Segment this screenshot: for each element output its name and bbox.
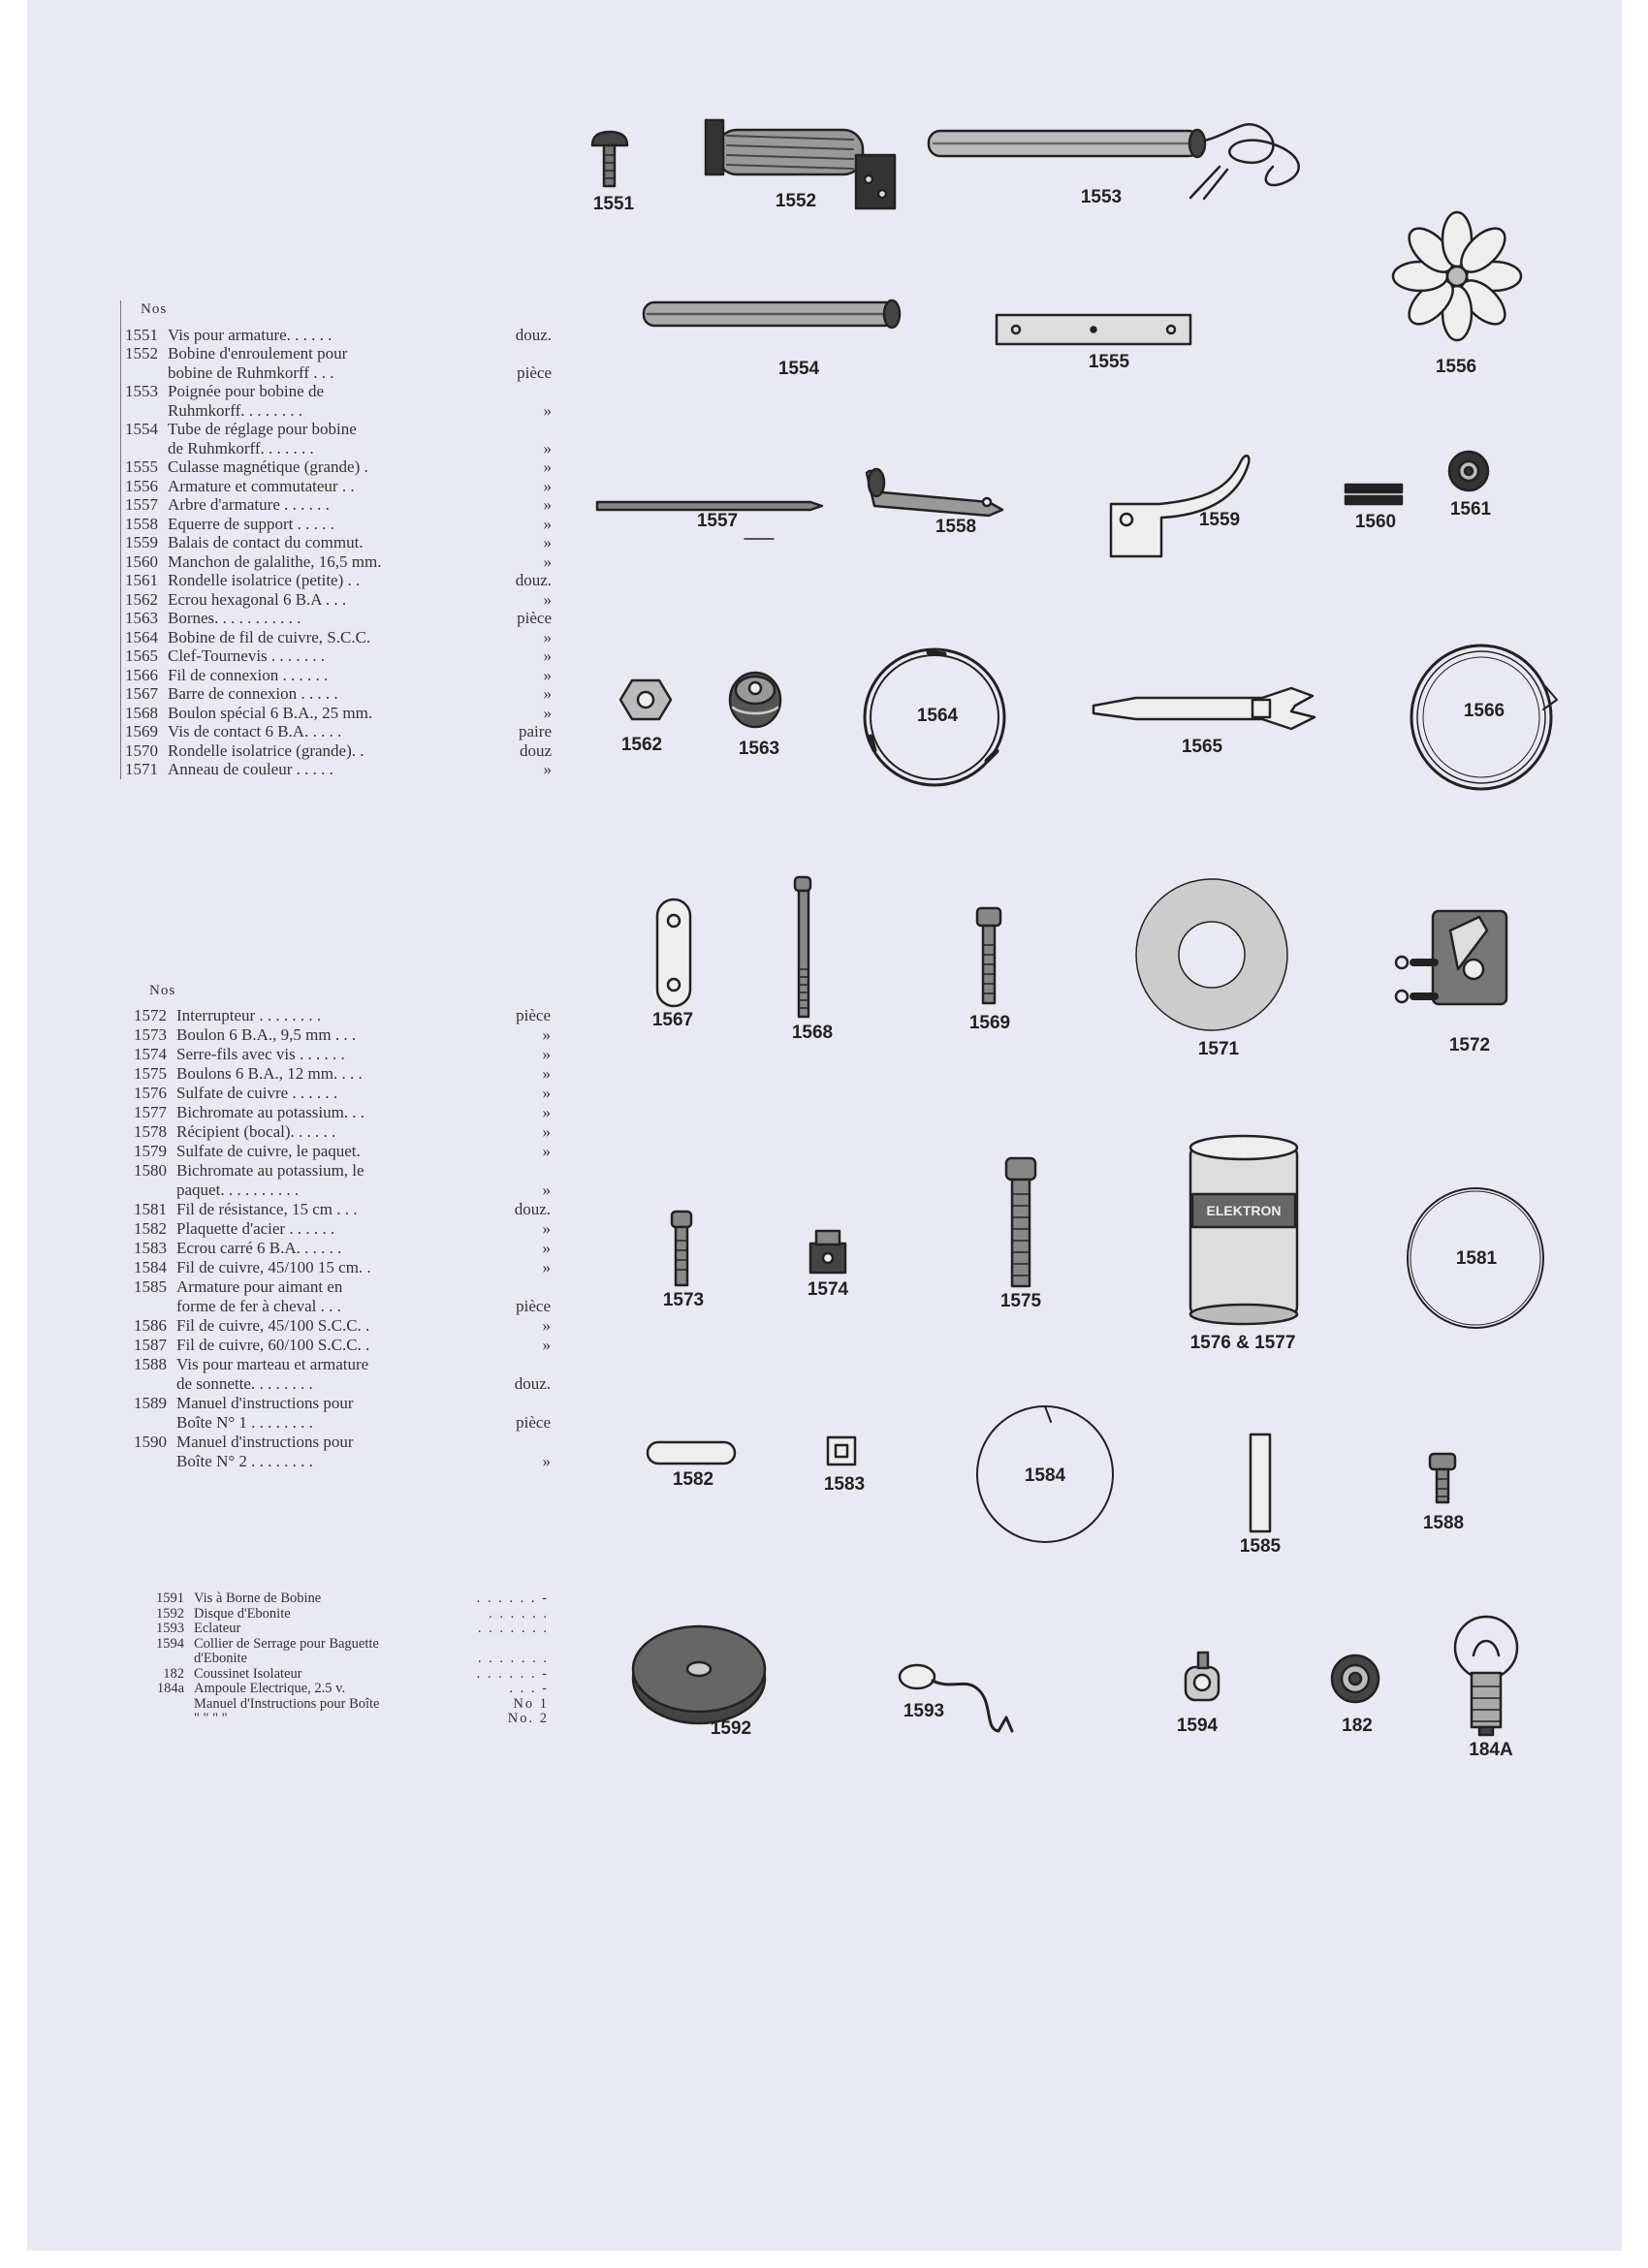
item-description: Ampoule Electrique, 2.5 v. <box>194 1681 346 1696</box>
item-unit: » <box>542 1258 551 1276</box>
item-description: Boulon spécial 6 B.A., 25 mm. <box>168 703 373 722</box>
item-unit: » <box>543 589 552 609</box>
item-number: 1570 <box>125 740 158 760</box>
item-number: 1566 <box>125 665 158 684</box>
label-1557: 1557 <box>696 511 739 531</box>
terminal-1563-illustration <box>730 673 780 727</box>
item-description: Armature pour aimant en <box>176 1277 343 1296</box>
item-description: Manuel d'instructions pour <box>176 1394 354 1412</box>
item-unit: » <box>542 1239 551 1257</box>
item-description: Bichromate au potassium. . . <box>176 1103 365 1121</box>
item-number: 1575 <box>134 1064 167 1083</box>
item-description: Bornes. . . . . . . . . . . <box>168 609 301 627</box>
item-description: Rondelle isolatrice (petite) . . <box>168 571 361 589</box>
item-number: 1564 <box>125 627 158 646</box>
item-unit: » <box>542 1452 551 1470</box>
label-1562: 1562 <box>620 735 663 755</box>
long-bolt-1568-illustration <box>795 877 810 1017</box>
item-unit: » <box>542 1103 551 1121</box>
item-number: 1558 <box>125 514 158 533</box>
item-unit: » <box>543 514 552 533</box>
item-description: Fil de cuivre, 45/100 15 cm. . <box>176 1258 371 1276</box>
item-unit: » <box>543 760 552 778</box>
item-unit: » <box>543 646 552 665</box>
screw-1551-illustration <box>592 132 627 186</box>
item-number: 1556 <box>125 476 158 495</box>
item-number: 1551 <box>125 325 158 344</box>
label-1555: 1555 <box>1088 352 1130 372</box>
item-unit: » <box>543 684 552 703</box>
item-description: Bobine d'enroulement pour <box>168 344 348 362</box>
item-unit: » <box>543 438 552 457</box>
item-description: Anneau de couleur . . . . . <box>168 760 333 778</box>
washer-1561-illustration <box>1449 452 1488 490</box>
item-description: Equerre de support . . . . . <box>168 514 334 533</box>
sleeve-1560-illustration <box>1346 485 1402 504</box>
key-screwdriver-1565-illustration <box>1093 688 1315 729</box>
label-1564: 1564 <box>916 706 959 726</box>
item-description: d'Ebonite <box>194 1651 247 1666</box>
item-unit: » <box>543 533 552 551</box>
label-1584: 1584 <box>1024 1465 1066 1486</box>
label-1594: 1594 <box>1176 1716 1219 1736</box>
item-description: Serre-fils avec vis . . . . . . <box>176 1045 345 1063</box>
item-description: Récipient (bocal). . . . . . <box>176 1122 336 1141</box>
armature-hub <box>1447 267 1467 286</box>
item-description: Balais de contact du commut. <box>168 533 364 551</box>
label-1556: 1556 <box>1435 357 1477 377</box>
item-description: Collier de Serrage pour Baguette <box>194 1635 379 1652</box>
item-unit: » <box>542 1122 551 1141</box>
label-1576-1577: 1576 & 1577 <box>1189 1333 1296 1353</box>
item-number: 184a <box>156 1681 184 1696</box>
item-number: 1578 <box>134 1122 167 1141</box>
label-1588: 1588 <box>1422 1513 1465 1533</box>
label-1560: 1560 <box>1354 512 1397 532</box>
clamp-collar-1594-illustration <box>1186 1653 1219 1700</box>
item-unit: douz. <box>514 1374 551 1393</box>
item-description: Manuel d'instructions pour <box>176 1433 354 1451</box>
item-description: Ecrou carré 6 B.A. . . . . . <box>176 1239 342 1257</box>
label-1558: 1558 <box>935 517 977 537</box>
item-description: bobine de Ruhmkorff . . . <box>168 362 334 382</box>
item-unit: No. 2 <box>507 1711 549 1726</box>
item-unit: » <box>543 665 552 684</box>
item-description: Manuel d'Instructions pour Boîte <box>194 1695 380 1712</box>
steel-plate-1582-illustration <box>648 1442 735 1464</box>
contact-screw-1569-illustration <box>977 908 1000 1003</box>
item-description: Vis à Borne de Bobine <box>194 1591 322 1606</box>
brush-1559-illustration <box>1111 456 1249 556</box>
item-number: 182 <box>163 1665 184 1682</box>
item-unit: . . . . . . - <box>476 1591 549 1606</box>
label-1593: 1593 <box>903 1701 945 1721</box>
item-description: Ruhmkorff. . . . . . . . <box>168 400 302 420</box>
item-description: Boulon 6 B.A., 9,5 mm . . . <box>176 1025 357 1044</box>
item-description: paquet. . . . . . . . . . <box>176 1181 300 1199</box>
item-unit: pièce <box>517 609 552 627</box>
item-description: Vis pour armature. . . . . . <box>168 325 333 344</box>
label-1583: 1583 <box>823 1474 866 1495</box>
item-number: 1577 <box>134 1103 167 1121</box>
item-description: Eclateur <box>194 1621 241 1636</box>
item-number: 1552 <box>125 344 158 362</box>
label-1552: 1552 <box>775 191 817 211</box>
item-unit: . . . . . . <box>489 1605 549 1622</box>
item-number: 1568 <box>125 703 158 722</box>
item-number: 1559 <box>125 533 158 551</box>
item-description: Culasse magnétique (grande) . <box>168 457 368 476</box>
item-unit: pièce <box>516 1297 551 1315</box>
item-unit: » <box>543 400 552 420</box>
label-1574: 1574 <box>807 1279 849 1300</box>
item-unit: . . . . . . - <box>476 1665 549 1682</box>
item-description: Sulfate de cuivre, le paquet. <box>176 1142 361 1160</box>
ebonite-disc-1592-illustration <box>633 1626 765 1723</box>
item-unit: » <box>543 476 552 495</box>
item-number: 1574 <box>134 1045 167 1063</box>
list-header: Nos <box>141 301 168 317</box>
item-number: 1572 <box>134 1006 167 1024</box>
list-header: Nos <box>149 983 176 998</box>
item-number: 1553 <box>125 382 158 400</box>
bolt-1575-illustration <box>1006 1158 1035 1286</box>
item-unit: » <box>542 1181 551 1199</box>
item-unit: pièce <box>517 362 552 382</box>
item-number: 1588 <box>134 1355 167 1373</box>
item-number: 1579 <box>134 1142 167 1160</box>
label-1567: 1567 <box>651 1010 694 1030</box>
item-description: Coussinet Isolateur <box>194 1665 302 1682</box>
item-description: de Ruhmkorff. . . . . . . <box>168 438 314 457</box>
label-1568: 1568 <box>791 1023 834 1043</box>
item-unit: » <box>542 1084 551 1102</box>
item-number: 1562 <box>125 589 158 609</box>
item-unit: douz. <box>515 571 552 589</box>
item-description: Poignée pour bobine de <box>168 382 324 400</box>
item-number: 1563 <box>125 609 158 627</box>
item-unit: » <box>542 1025 551 1044</box>
item-number: 1567 <box>125 684 158 703</box>
label-182: 182 <box>1342 1716 1373 1736</box>
item-unit: » <box>542 1336 551 1354</box>
item-number: 1589 <box>134 1394 167 1412</box>
label-1572: 1572 <box>1448 1035 1491 1055</box>
item-unit: . . . - <box>509 1681 549 1696</box>
item-number: 1594 <box>156 1635 184 1652</box>
switch-1572-illustration <box>1396 911 1506 1004</box>
item-description: Fil de résistance, 15 cm . . . <box>176 1200 358 1218</box>
label-1571: 1571 <box>1197 1039 1240 1059</box>
label-1565: 1565 <box>1181 737 1223 757</box>
item-number: 1590 <box>134 1433 167 1451</box>
bracket-1558-illustration <box>867 469 1002 516</box>
catalogue-page <box>27 0 1622 2251</box>
label-1573: 1573 <box>662 1290 705 1310</box>
insulating-bush-182-illustration <box>1332 1655 1379 1702</box>
item-number: 1582 <box>134 1219 167 1238</box>
item-unit: » <box>543 551 552 571</box>
item-number: 1561 <box>125 571 158 589</box>
label-184a: 184A <box>1469 1740 1513 1760</box>
jar-1576-1577-illustration <box>1190 1136 1297 1324</box>
label-1551: 1551 <box>592 194 635 214</box>
item-number: 1586 <box>134 1316 167 1335</box>
item-description: Rondelle isolatrice (grande). . <box>168 740 364 760</box>
item-number: 1576 <box>134 1084 167 1102</box>
item-unit: » <box>542 1045 551 1063</box>
item-unit: » <box>542 1316 551 1335</box>
item-number: 1580 <box>134 1161 167 1180</box>
item-description: Fil de cuivre, 60/100 S.C.C. . <box>176 1336 370 1354</box>
item-number: 1593 <box>156 1621 184 1636</box>
item-unit: » <box>542 1064 551 1083</box>
item-description: Interrupteur . . . . . . . . <box>176 1006 322 1024</box>
label-1592: 1592 <box>710 1718 752 1739</box>
label-1553: 1553 <box>1080 187 1123 207</box>
item-unit: » <box>543 457 552 476</box>
label-1561: 1561 <box>1449 499 1492 520</box>
item-number: 1571 <box>125 760 158 778</box>
item-number: 1557 <box>125 495 158 514</box>
item-description: Ecrou hexagonal 6 B.A . . . <box>168 589 347 609</box>
item-number: 1569 <box>125 722 158 740</box>
item-number: 1584 <box>134 1258 167 1276</box>
label-1585: 1585 <box>1239 1536 1282 1557</box>
item-description: Plaquette d'acier . . . . . . <box>176 1219 335 1238</box>
item-number: 1585 <box>134 1277 167 1296</box>
wire-clamp-1574-illustration <box>810 1231 845 1273</box>
item-number: 1573 <box>134 1025 167 1044</box>
item-description: Barre de connexion . . . . . <box>168 684 338 703</box>
label-1554: 1554 <box>777 359 820 379</box>
item-unit: . . . . . . . <box>477 1621 549 1636</box>
item-description: Sulfate de cuivre . . . . . . <box>176 1084 338 1102</box>
item-number: 1555 <box>125 457 158 476</box>
item-unit: douz. <box>515 325 552 344</box>
item-description: forme de fer à cheval . . . <box>176 1297 341 1315</box>
item-number: 1565 <box>125 646 158 665</box>
item-number: 1583 <box>134 1239 167 1257</box>
item-number: 1587 <box>134 1336 167 1354</box>
item-description: " " " " <box>194 1711 228 1726</box>
label-1582: 1582 <box>672 1469 714 1490</box>
item-unit: » <box>542 1142 551 1160</box>
item-unit: douz. <box>514 1200 551 1218</box>
item-unit: » <box>542 1219 551 1238</box>
parts-illustrations <box>27 0 1622 2251</box>
armature-1585-illustration <box>1251 1434 1270 1531</box>
tube-1554-illustration <box>644 300 900 328</box>
coloured-ring-1571-illustration <box>1136 879 1287 1030</box>
item-unit: douz <box>519 740 552 760</box>
item-number: 1581 <box>134 1200 167 1218</box>
item-number: 1591 <box>156 1591 184 1606</box>
label-1563: 1563 <box>738 739 780 759</box>
label-1575: 1575 <box>999 1291 1042 1311</box>
item-description: Boîte N° 1 . . . . . . . . <box>176 1413 313 1432</box>
item-description: Arbre d'armature . . . . . . <box>168 495 330 514</box>
hex-nut-1562-illustration <box>620 680 671 719</box>
item-unit: No 1 <box>513 1695 549 1712</box>
item-number: 1554 <box>125 420 158 438</box>
square-nut-1583-illustration <box>828 1437 855 1465</box>
item-description: Disque d'Ebonite <box>194 1605 291 1622</box>
item-description: Boulons 6 B.A., 12 mm. . . . <box>176 1064 363 1083</box>
item-number: 1560 <box>125 551 158 571</box>
item-unit: » <box>543 703 552 722</box>
item-description: Bichromate au potassium, le <box>176 1161 364 1180</box>
item-unit: » <box>543 627 552 646</box>
item-description: Fil de cuivre, 45/100 S.C.C. . <box>176 1316 370 1335</box>
item-number: 1592 <box>156 1605 184 1622</box>
label-1566: 1566 <box>1463 701 1505 721</box>
link-bar-1567-illustration <box>657 899 690 1006</box>
item-unit: » <box>543 495 552 514</box>
item-description: Tube de réglage pour bobine <box>168 420 357 438</box>
yoke-1555-illustration <box>997 315 1190 344</box>
item-description: Boîte N° 2 . . . . . . . . <box>176 1452 313 1470</box>
item-description: de sonnette. . . . . . . . <box>176 1374 313 1393</box>
item-description: Manchon de galalithe, 16,5 mm. <box>168 551 382 571</box>
item-description: Clef-Tournevis . . . . . . . <box>168 646 326 665</box>
item-description: Vis pour marteau et armature <box>176 1355 369 1373</box>
bolt-1573-illustration <box>672 1212 691 1285</box>
label-1559: 1559 <box>1198 510 1241 530</box>
item-description: Bobine de fil de cuivre, S.C.C. <box>168 627 371 646</box>
item-unit: pièce <box>516 1413 551 1432</box>
item-description: Fil de connexion . . . . . . <box>168 665 329 684</box>
item-description: Vis de contact 6 B.A. . . . . <box>168 722 342 740</box>
label-1581: 1581 <box>1455 1248 1498 1269</box>
jar-brand-text: ELEKTRON <box>1206 1203 1282 1218</box>
item-unit: pièce <box>516 1006 551 1024</box>
item-description: Armature et commutateur . . <box>168 476 355 495</box>
armature-1556-illustration <box>1393 212 1521 340</box>
bulb-184a-illustration <box>1455 1617 1517 1735</box>
screw-1588-illustration <box>1430 1454 1455 1502</box>
item-unit: paire <box>519 722 552 740</box>
label-1569: 1569 <box>968 1013 1011 1033</box>
item-unit: . . . . . . . <box>477 1651 549 1666</box>
